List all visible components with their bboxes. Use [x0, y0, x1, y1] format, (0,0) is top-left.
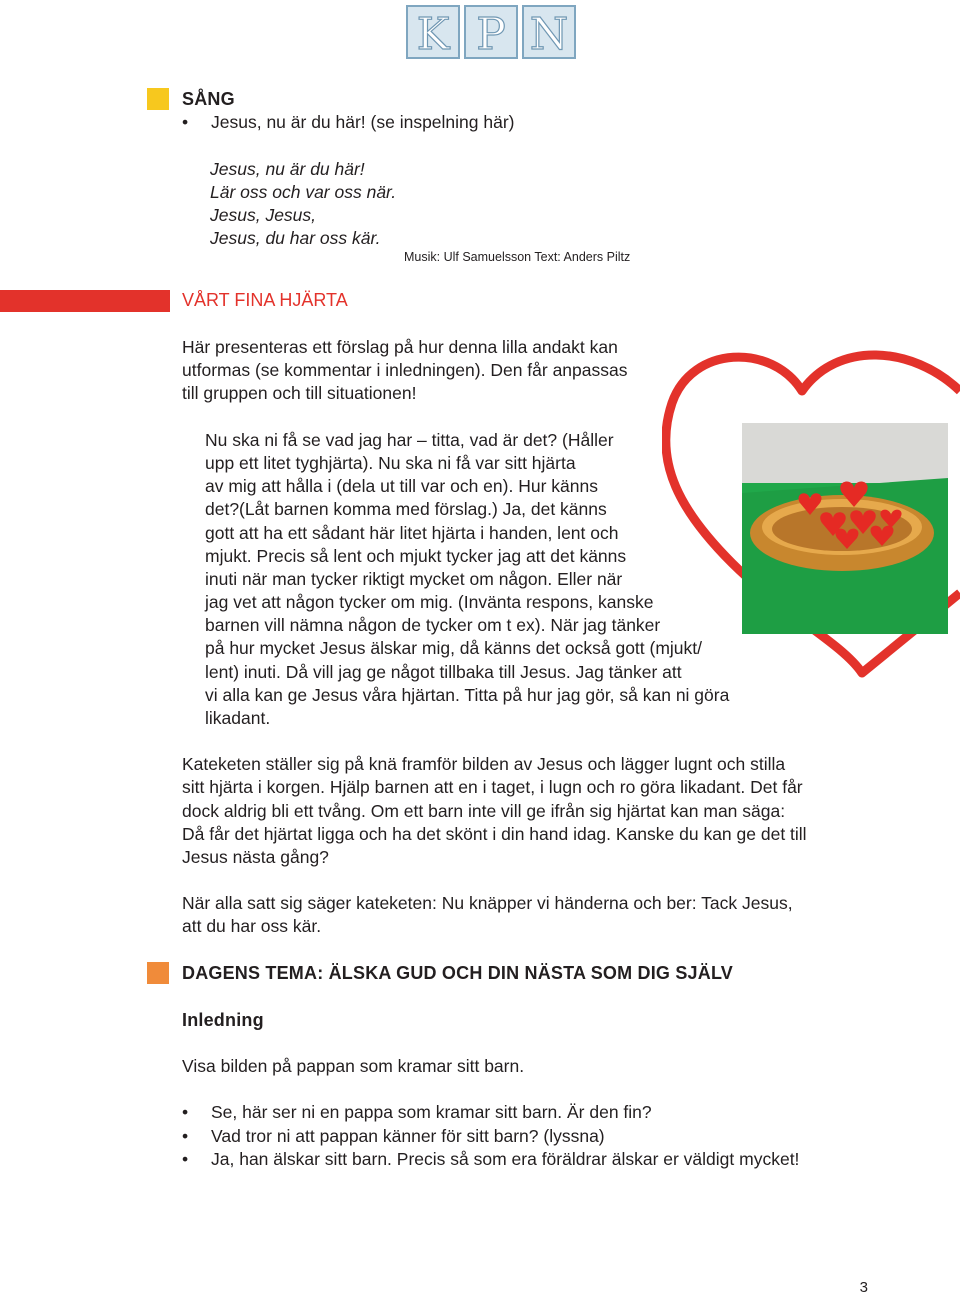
script-line: det?(Låt barnen komma med förslag.) Ja, det känns [205, 499, 607, 519]
song-credit: Musik: Ulf Samuelsson Text: Anders Piltz [404, 250, 631, 264]
lyric-line: Jesus, Jesus, [210, 205, 317, 225]
intro-line: till gruppen och till situationen! [182, 383, 417, 403]
theme-bullet: Se, här ser ni en pappa som kramar sitt barn. Är den fin? [211, 1102, 652, 1122]
kpn-logo [406, 5, 576, 59]
bullet-dot: • [182, 1126, 189, 1146]
bullet-dot: • [182, 1149, 189, 1169]
lyric-line: Jesus, nu är du här! [210, 159, 365, 179]
script-line: Nu ska ni få se vad jag har – titta, vad är det? (Håller [205, 430, 614, 450]
script-line: av mig att hålla i (dela ut till var och en). Hur känns [205, 476, 598, 496]
page-number: 3 [859, 1279, 868, 1296]
script-line: på hur mycket Jesus älskar mig, då känns det också gott (mjukt/ [205, 638, 703, 658]
song-heading: SÅNG [182, 89, 235, 109]
script-line: upp ett litet tyghjärta). Nu ska ni få var sitt hjärta [205, 453, 576, 473]
script-line: mjukt. Precis så lent och mjukt tycker jag att det känns [205, 546, 627, 566]
lyric-line: Lär oss och var oss när. [210, 182, 397, 202]
logo-letter-p: P [476, 9, 506, 59]
bullet-dot: • [182, 1102, 189, 1122]
heart-section-bar [0, 290, 170, 312]
logo-letter-n: N [529, 9, 569, 59]
bullet-dot: • [182, 112, 189, 132]
theme-intro: Visa bilden på pappan som kramar sitt barn. [182, 1056, 525, 1076]
intro-line: Här presenteras ett förslag på hur denna lilla andakt kan [182, 337, 618, 357]
song-section-marker [147, 88, 169, 110]
heart-section-heading: VÅRT FINA HJÄRTA [182, 290, 348, 310]
kateket-line: dock aldrig bli ett tvång. Om ett barn inte vill ge ifrån sig hjärtat kan man säga: [182, 801, 786, 821]
kateket-line: sitt hjärta i korgen. Hjälp barnen att en i taget, i lugn och ro göra likadant. Det får [182, 777, 803, 797]
bowl-of-hearts-photo [742, 423, 948, 634]
theme-subheading: Inledning [182, 1010, 264, 1030]
logo-letter-k: K [416, 9, 450, 59]
intro-line: utformas (se kommentar i inledningen). Den får anpassas [182, 360, 628, 380]
prayer-line: När alla satt sig säger kateketen: Nu knäpper vi händerna och ber: Tack Jesus, [182, 893, 793, 913]
script-line: lent) inuti. Då vill jag ge något tillbaka till Jesus. Jag tänker att [205, 662, 682, 682]
song-recording-link[interactable]: Jesus, nu är du här! (se inspelning här) [211, 112, 515, 132]
prayer-line: att du har oss kär. [182, 916, 322, 936]
kateket-line: Kateketen ställer sig på knä framför bilden av Jesus och lägger lugnt och stilla [182, 754, 786, 774]
script-line: likadant. [205, 708, 271, 728]
kateket-line: Jesus nästa gång? [182, 847, 329, 867]
script-line: inuti när man tycker riktigt mycket om någon. Eller när [205, 569, 623, 589]
script-line: vi alla kan ge Jesus våra hjärtan. Titta på hur jag gör, så kan ni göra [205, 685, 730, 705]
script-line: barnen vill nämna någon de tycker om t ex). När jag tänker [205, 615, 661, 635]
script-line: gott att ha ett sådant här litet hjärta i handen, lent och [205, 523, 619, 543]
kateket-line: Då får det hjärtat ligga och ha det skönt i din hand idag. Kanske du kan ge det till [182, 824, 807, 844]
theme-section-marker [147, 962, 169, 984]
lyric-line: Jesus, du har oss kär. [210, 228, 381, 248]
theme-heading: DAGENS TEMA: ÄLSKA GUD OCH DIN NÄSTA SOM DIG SJÄLV [182, 963, 734, 983]
script-line: jag vet att någon tycker om mig. (Invänta respons, kanske [205, 592, 654, 612]
theme-bullet: Ja, han älskar sitt barn. Precis så som era föräldrar älskar er väldigt mycket! [211, 1149, 800, 1169]
theme-bullet: Vad tror ni att pappan känner för sitt barn? (lyssna) [211, 1126, 605, 1146]
